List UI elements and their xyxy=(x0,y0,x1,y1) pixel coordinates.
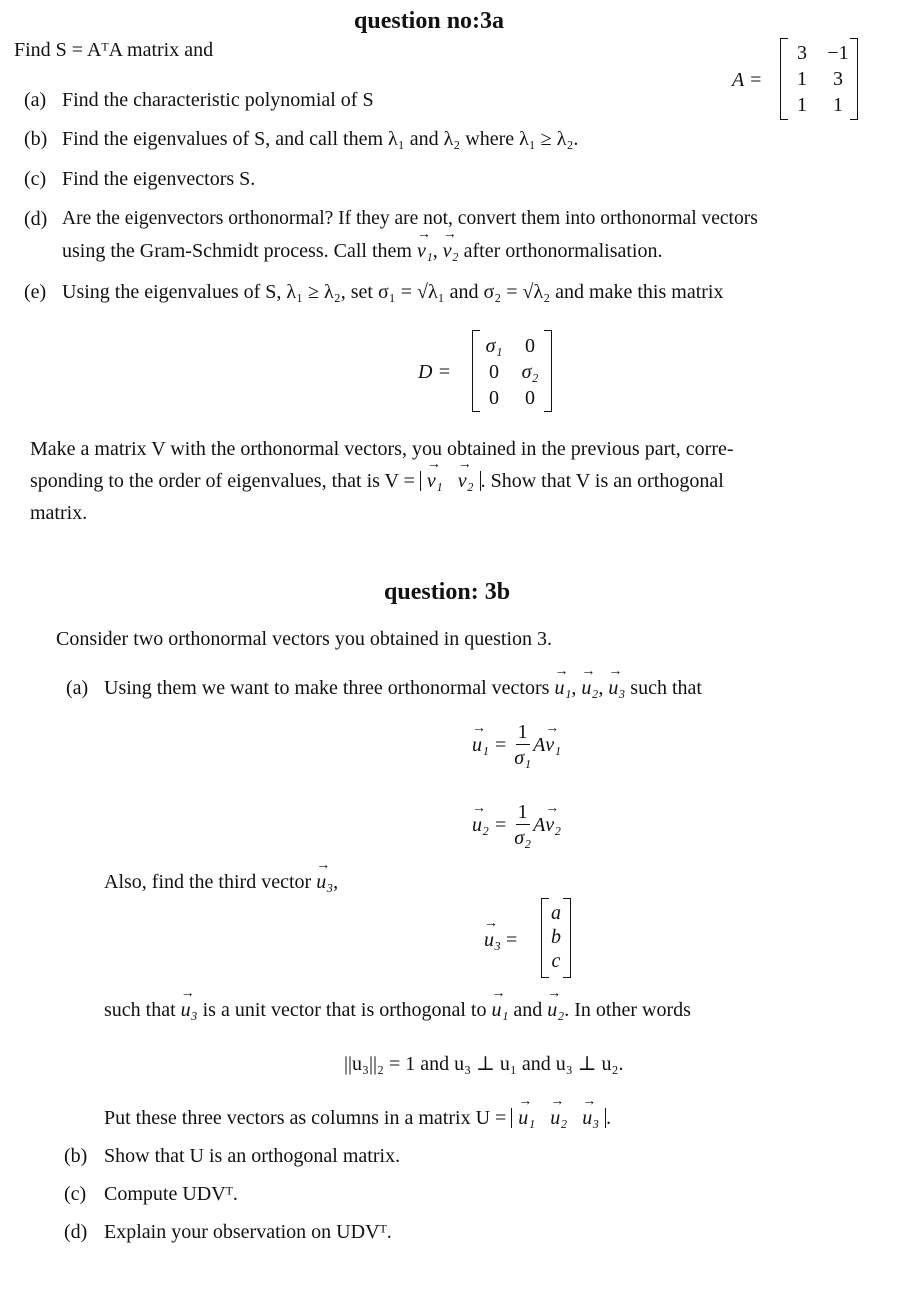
question-3a-heading: question no:3a xyxy=(354,8,505,34)
matrix-a xyxy=(780,38,858,120)
vector-u2: → u₂ xyxy=(547,1000,564,1020)
matrix-a-cell: 1 xyxy=(797,94,807,116)
q3b-such-pre: such that xyxy=(104,999,181,1021)
u3-component-a: a xyxy=(551,902,561,924)
matrix-d-label: D = xyxy=(418,361,451,383)
vector-u3: → u₃ xyxy=(316,872,333,892)
vector-u3-column xyxy=(541,898,571,978)
q3b-part-c-text: Compute UDVᵀ. xyxy=(104,1183,238,1205)
matrix-a-cell: 3 xyxy=(797,42,807,64)
q3b-put-pre: Put these three vectors as columns in a matrix U = xyxy=(104,1107,512,1129)
vector-u3: → u₃ xyxy=(484,930,501,950)
equation-u2: → u₂ = $\frac{1}{\text{σ₂}}$ A → v₂ xyxy=(472,802,561,848)
vector-u1: → u₁ xyxy=(518,1108,535,1128)
fraction-numerator: 1 xyxy=(517,721,528,743)
q3a-paragraph-line2 xyxy=(30,471,724,491)
vector-u1: → u₁ xyxy=(472,735,489,755)
matrix-d-cell: 0 xyxy=(525,387,535,409)
matrix-d-cell: 0 xyxy=(489,361,499,383)
q3a-part-d-line2-post: after orthonormalisation. xyxy=(458,240,663,262)
q3a-part-c-text: Find the eigenvectors S. xyxy=(62,168,256,190)
q3a-part-c-label: (c) xyxy=(24,168,47,190)
vector-v1: → v₁ xyxy=(427,471,443,491)
fraction-denominator: σ₁ xyxy=(514,747,532,769)
q3b-part-a-pre: Using them we want to make three orthonormal vectors xyxy=(104,677,555,699)
q3b-part-a-post: such that xyxy=(625,677,702,699)
fraction-numerator: 1 xyxy=(517,801,528,823)
q3a-part-e-text: Using the eigenvalues of S, λ₁ ≥ λ₂, set σ₁ = √λ₁ and σ₂ = √λ₂ and make this matrix xyxy=(62,281,724,303)
q3a-paragraph-line3: matrix. xyxy=(30,502,88,524)
q3b-also-pre: Also, find the third vector xyxy=(104,871,317,893)
matrix-d-cell: σ₁ xyxy=(485,335,503,357)
q3a-part-a-label: (a) xyxy=(24,89,47,111)
matrix-d xyxy=(472,330,552,412)
vector-u2: → u₂ xyxy=(581,678,598,698)
q3a-part-d-line2 xyxy=(62,241,662,261)
q3a-part-d-line2-pre: using the Gram-Schmidt process. Call them xyxy=(62,240,417,262)
vector-u3: → u₃ xyxy=(582,1108,599,1128)
q3b-intro: Consider two orthonormal vectors you obtained in question 3. xyxy=(56,628,553,650)
matrix-a-cell: 1 xyxy=(833,94,843,116)
q3a-part-d-line1: Are the eigenvectors orthonormal? If they are not, convert them into orthonormal vectors xyxy=(62,208,758,229)
matrix-d-cell: σ₂ xyxy=(521,361,539,383)
vector-u3: → u₃ xyxy=(608,678,625,698)
u3-component-c: c xyxy=(551,950,561,972)
matrix-a-cell: 1 xyxy=(797,68,807,90)
q3a-paragraph-line2-pre: sponding to the order of eigenvalues, that is V = xyxy=(30,470,420,492)
vector-v2: → v₂ xyxy=(545,815,561,835)
q3a-part-a-text: Find the characteristic polynomial of S xyxy=(62,89,374,111)
q3a-paragraph-line2-post: . Show that V is an orthogonal xyxy=(480,470,724,492)
question-3b-heading: question: 3b xyxy=(384,579,511,605)
q3b-such-mid1: is a unit vector that is orthogonal to xyxy=(197,999,492,1021)
q3a-intro: Find S = AᵀA matrix and xyxy=(14,39,214,61)
vector-v1: → v₁ xyxy=(545,735,561,755)
matrix-a-cell: 3 xyxy=(833,68,843,90)
vector-v2: → v₂ xyxy=(458,471,474,491)
vector-u1: → u₁ xyxy=(554,678,571,698)
vector-u3: → u₃ xyxy=(181,1000,198,1020)
vector-v2: → v₂ xyxy=(443,241,459,261)
q3b-part-a-text: Using them we want to make three orthonormal vectors → u₁, → u₂, → u₃ such that xyxy=(104,678,702,698)
matrix-a-symbol: A xyxy=(533,734,546,756)
matrix-a-symbol: A xyxy=(533,814,546,836)
q3b-also-post: , xyxy=(333,871,339,893)
q3b-such-post: . In other words xyxy=(564,999,691,1021)
matrix-a-cell: −1 xyxy=(827,42,849,64)
matrix-d-cell: 0 xyxy=(525,335,535,357)
q3b-also-text xyxy=(104,872,338,892)
q3b-part-d-text: Explain your observation on UDVᵀ. xyxy=(104,1221,392,1243)
q3b-such-mid2: and xyxy=(508,999,548,1021)
q3a-part-b-text: Find the eigenvalues of S, and call them λ₁ and λ₂ where λ₁ ≥ λ₂. xyxy=(62,128,579,150)
q3b-norm-equation: ||u₃||₂ = 1 and u₃ ⊥ u₁ and u₃ ⊥ u₂. xyxy=(344,1053,624,1075)
matrix-a-label: A = xyxy=(732,69,763,91)
matrix-v-bracket xyxy=(420,471,481,491)
q3b-part-d-label: (d) xyxy=(64,1221,88,1243)
vector-v1: → v₁ xyxy=(417,241,433,261)
q3b-part-a-label: (a) xyxy=(66,677,89,699)
fraction-denominator: σ₂ xyxy=(514,827,532,849)
vector-u2: → u₂ xyxy=(550,1108,567,1128)
q3b-part-c-label: (c) xyxy=(64,1183,87,1205)
u3-component-b: b xyxy=(551,926,561,948)
q3a-paragraph-line1: Make a matrix V with the orthonormal vectors, you obtained in the previous part, corre- xyxy=(30,438,734,460)
q3a-part-d-label: (d) xyxy=(24,208,48,230)
q3b-put-text xyxy=(104,1108,611,1128)
q3a-part-e-label: (e) xyxy=(24,281,47,303)
q3b-part-b-label: (b) xyxy=(64,1145,88,1167)
vector-u1: → u₁ xyxy=(491,1000,508,1020)
q3a-part-b-label: (b) xyxy=(24,128,48,150)
q3b-part-b-text: Show that U is an orthogonal matrix. xyxy=(104,1145,401,1167)
matrix-d-cell: 0 xyxy=(489,387,499,409)
vector-u2: → u₂ xyxy=(472,815,489,835)
q3a-part-d-sep: , xyxy=(432,240,443,262)
equation-u3-lhs: → u₃ = xyxy=(484,930,517,950)
q3b-such-that-text xyxy=(104,1000,691,1020)
matrix-u-bracket xyxy=(511,1108,606,1128)
q3b-put-post: . xyxy=(606,1107,612,1129)
equation-u1: → u₁ = $\frac{1}{\text{σ₁}}$ A → v₁ xyxy=(472,722,561,768)
